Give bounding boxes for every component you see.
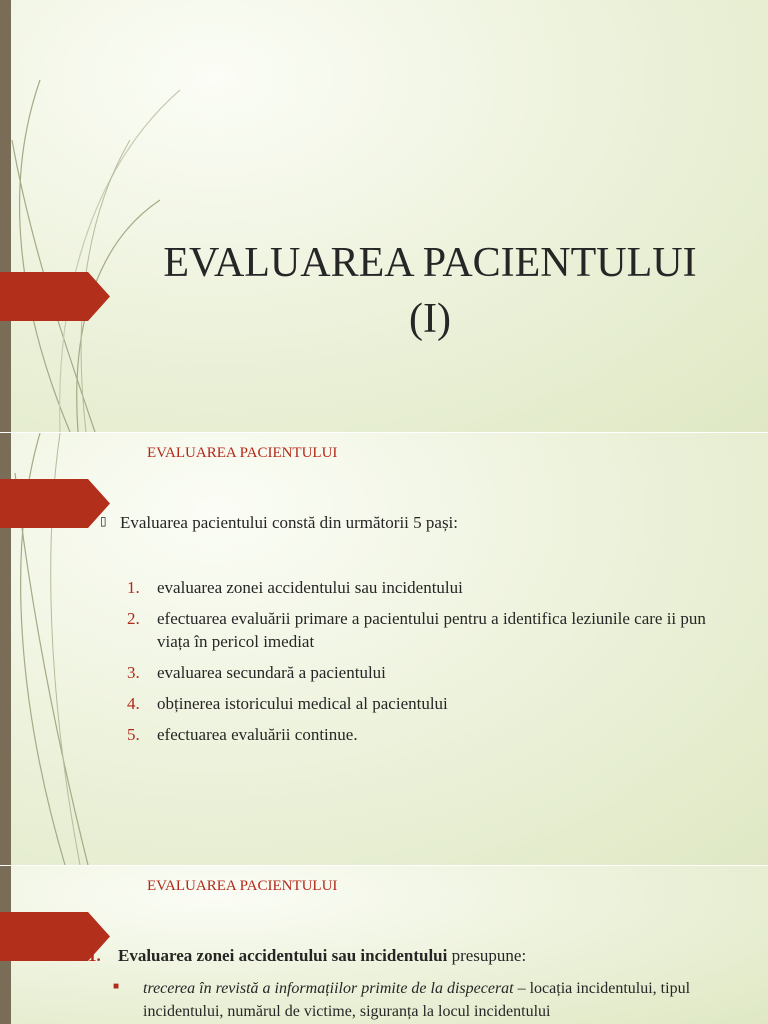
accent-arrow — [0, 479, 110, 528]
point-heading — [88, 946, 526, 966]
slide-title-line-2: (I) — [409, 296, 451, 342]
sub-italic-text: trecerea în revistă a informațiilor primite de la dispecerat — [143, 980, 514, 997]
slide-heading: EVALUAREA PACIENTULUI — [147, 878, 338, 894]
point-suffix: presupune: — [447, 946, 527, 965]
step-text: efectuarea evaluării continue. — [157, 725, 358, 744]
step-number: 5. — [127, 725, 140, 744]
point-number: 1. — [88, 946, 101, 965]
slide-title-line-1: EVALUAREA PACIENTULUI — [163, 240, 697, 286]
intro-text — [100, 513, 458, 533]
slide-steps — [0, 433, 768, 865]
list-item — [127, 723, 742, 746]
step-text: evaluarea secundară a pacientului — [157, 663, 386, 682]
intro-label: Evaluarea pacientului constă din următorii 5 pași: — [120, 513, 458, 532]
point-title: Evaluarea zonei accidentului sau incidentului — [118, 946, 448, 965]
sub-rest-text: – locația incidentului, tipul incidentului, numărul de victime, siguranța la locul incidentului — [143, 980, 691, 1020]
slide-title — [0, 0, 768, 432]
slide-zone-evaluation — [0, 866, 768, 1024]
sub-bullet-item — [113, 977, 753, 1023]
step-number: 2. — [127, 609, 140, 628]
slide-heading: EVALUAREA PACIENTULUI — [147, 445, 338, 461]
step-text: obținerea istoricului medical al pacientului — [157, 694, 448, 713]
step-text: evaluarea zonei accidentului sau incidentului — [157, 578, 463, 597]
step-number: 3. — [127, 663, 140, 682]
step-text: efectuarea evaluării primare a pacientului pentru a identifica leziunile care ii pun viața în pericol imediat — [157, 609, 706, 651]
list-item — [127, 576, 742, 599]
sub-bullet-text — [143, 977, 753, 1023]
list-item — [127, 692, 742, 715]
slide-side-bar — [0, 0, 11, 432]
accent-arrow — [0, 272, 110, 321]
square-bullet-icon: ■ — [113, 981, 120, 992]
steps-list — [127, 576, 742, 754]
decorative-curves — [0, 0, 200, 432]
list-item — [127, 661, 742, 684]
square-bullet-icon: ▯ — [100, 514, 107, 528]
step-number: 1. — [127, 578, 140, 597]
step-number: 4. — [127, 694, 140, 713]
list-item — [127, 607, 742, 653]
